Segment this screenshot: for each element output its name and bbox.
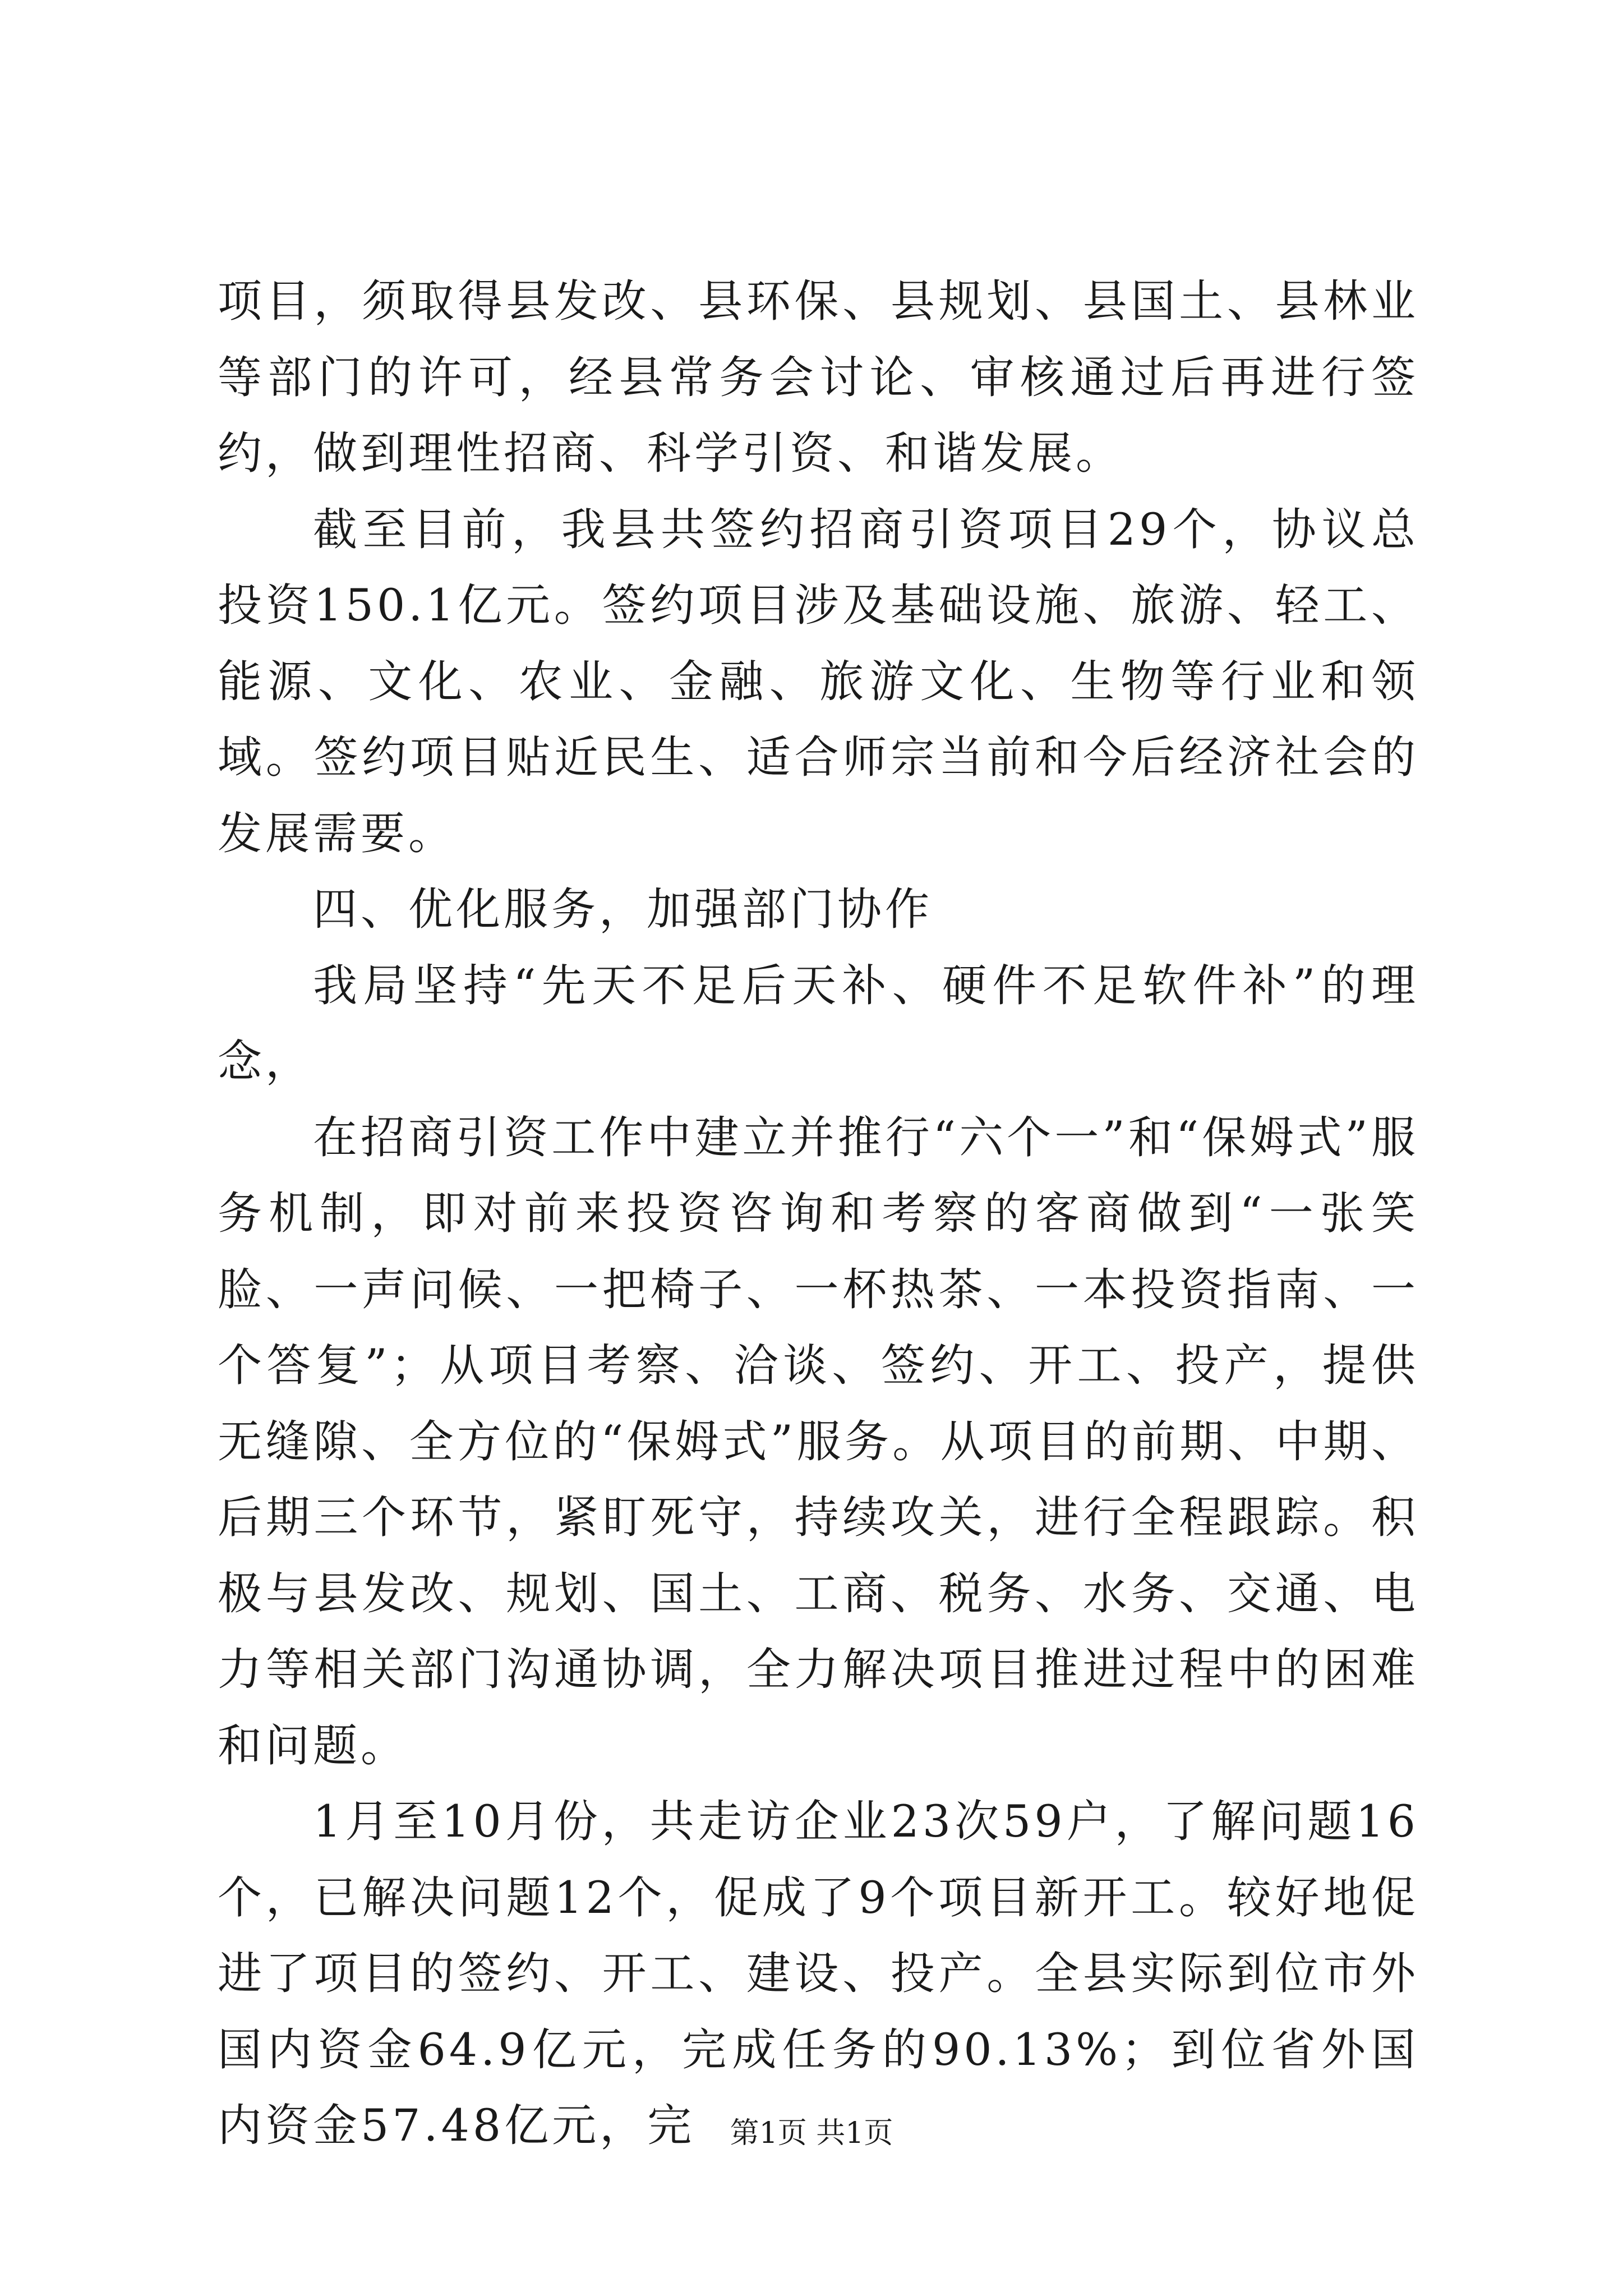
- paragraph-4: 在招商引资工作中建立并推行“六个一”和“保姆式”服务机制，即对前来投资咨询和考察的客商做到“一张笑脸、一声问候、一把椅子、一杯热茶、一本投资指南、一个答复”；从项目考察、洽谈、签约、开工、投产，提供无缝隙、全方位的“保姆式”服务。从项目的前期、中期、后期三个环节，紧盯死守，持续攻关，进行全程跟踪。积极与县发改、规划、国土、工商、税务、水务、交通、电力等相关部门沟通协调，全力解决项目推进过程中的困难和问题。: [218, 1111, 1419, 1772]
- paragraph-1: 项目，须取得县发改、县环保、县规划、县国土、县林业等部门的许可，经县常务会讨论、审核通过后再进行签约，做到理性招商、科学引资、和谐发展。: [218, 275, 1419, 479]
- paragraph-2: 截至目前，我县共签约招商引资项目29个，协议总投资150.1亿元。签约项目涉及基础设施、旅游、轻工、能源、文化、农业、金融、旅游文化、生物等行业和领域。签约项目贴近民生、适合师宗当前和今后经济社会的发展需要。: [218, 503, 1419, 859]
- page-footer: 第1页 共1页: [730, 2116, 893, 2150]
- paragraph-5: 1月至10月份，共走访企业23次59户，了解问题16个，已解决问题12个，促成了9个项目新开工。较好地促进了项目的签约、开工、建设、投产。全县实际到位市外国内资金64.9亿元，完成任务的90.13%；到位省外国内资金57.48亿元，完: [218, 1796, 1419, 2151]
- document-body: [218, 264, 1419, 2164]
- section-heading: 四、优化服务，加强部门协作: [313, 884, 933, 935]
- paragraph-3: 我局坚持“先天不足后天补、硬件不足软件补”的理念，: [218, 959, 1419, 1087]
